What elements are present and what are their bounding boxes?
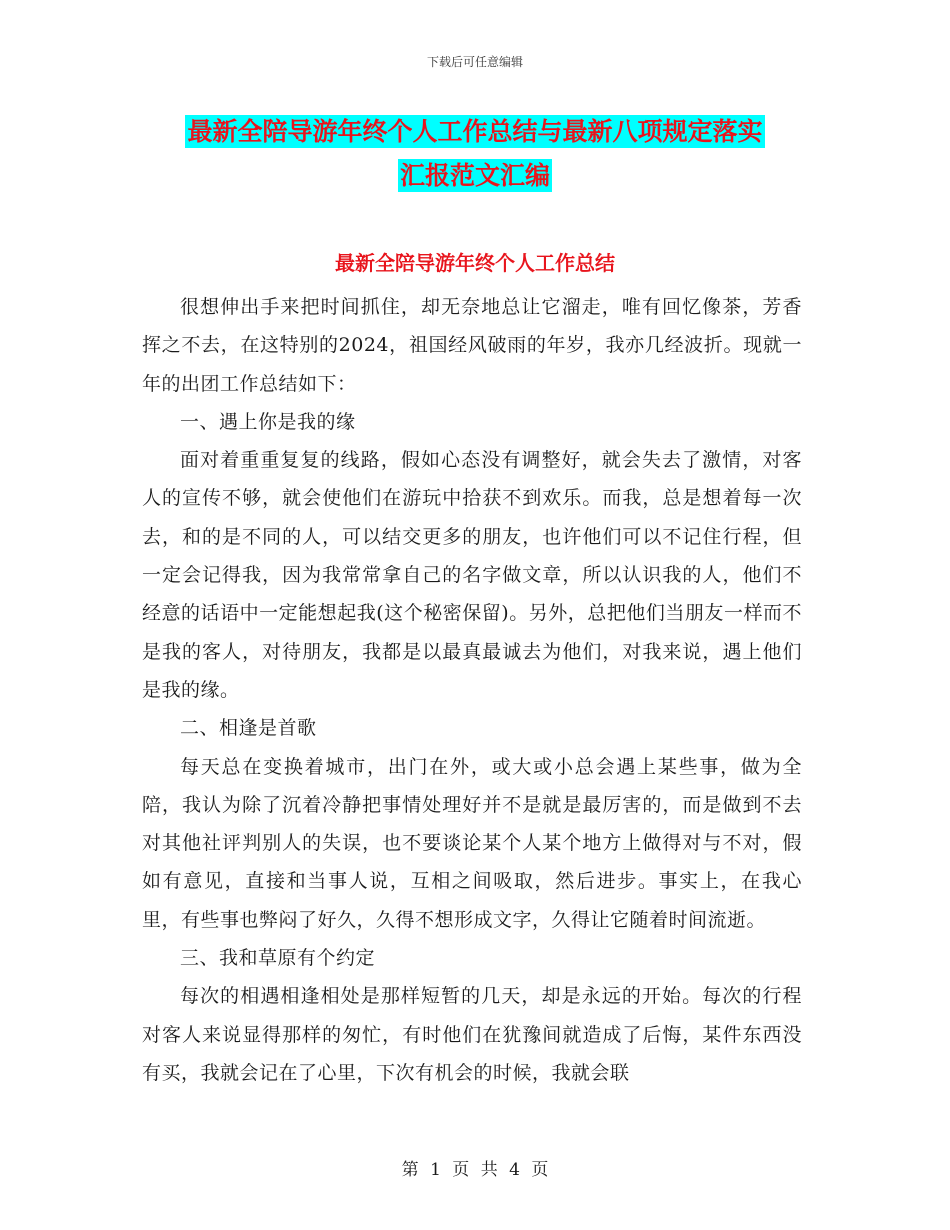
paragraph-intro: 很想伸出手来把时间抓住，却无奈地总让它溜走，唯有回忆像茶，芳香挥之不去，在这特别的2024，祖国经风破雨的年岁，我亦几经波折。现就一年的出团工作总结如下： <box>142 296 802 395</box>
title-line-2: 汇报范文汇编 <box>399 161 550 190</box>
section-title: 最新全陪导游年终个人工作总结 <box>335 251 615 275</box>
paragraph-1: 面对着重重复复的线路，假如心态没有调整好，就会失去了激情，对客人的宣传不够，就会使他们在游玩中拾获不到欢乐。而我，总是想着每一次去，和的是不同的人，可以结交更多的朋友，也许他们可以不记住行程，但一定会记得我，因为我常常拿自己的名字做文章，所以认识我的人，他们不经意的话语中一定能想起我(这个秘密保留)。另外，总把他们当朋友一样而不是我的客人，对待朋友，我都是以最真最诚去为他们，对我来说，遇上他们是我的缘。 <box>142 449 802 701</box>
subheading-1: 一、遇上你是我的缘 <box>180 410 356 433</box>
document-title <box>0 110 950 198</box>
paragraph-3: 每次的相遇相逢相处是那样短暂的几天，却是永远的开始。每次的行程对客人来说显得那样的匆忙，有时他们在犹豫间就造成了后悔，某件东西没有买，我就会记在了心里，下次有机会的时候，我就会联 <box>142 985 802 1084</box>
header-note: 下载后可任意编辑 <box>426 55 523 69</box>
paragraph-2: 每天总在变换着城市，出门在外，或大或小总会遇上某些事，做为全陪，我认为除了沉着冷静把事情处理好并不是就是最厉害的，而是做到不去对其他社评判别人的失误，也不要谈论某个人某个地方上做得对与不对，假如有意见，直接和当事人说，互相之间吸取，然后进步。事实上，在我心里，有些事也弊闷了好久，久得不想形成文字，久得让它随着时间流逝。 <box>142 755 802 931</box>
body-text <box>142 288 802 1092</box>
page-footer: 第 1 页 共 4 页 <box>401 1160 549 1180</box>
subheading-3: 三、我和草原有个约定 <box>180 947 376 970</box>
title-line-1: 最新全陪导游年终个人工作总结与最新八项规定落实 <box>187 117 763 146</box>
subheading-2: 二、相逢是首歌 <box>180 717 317 740</box>
